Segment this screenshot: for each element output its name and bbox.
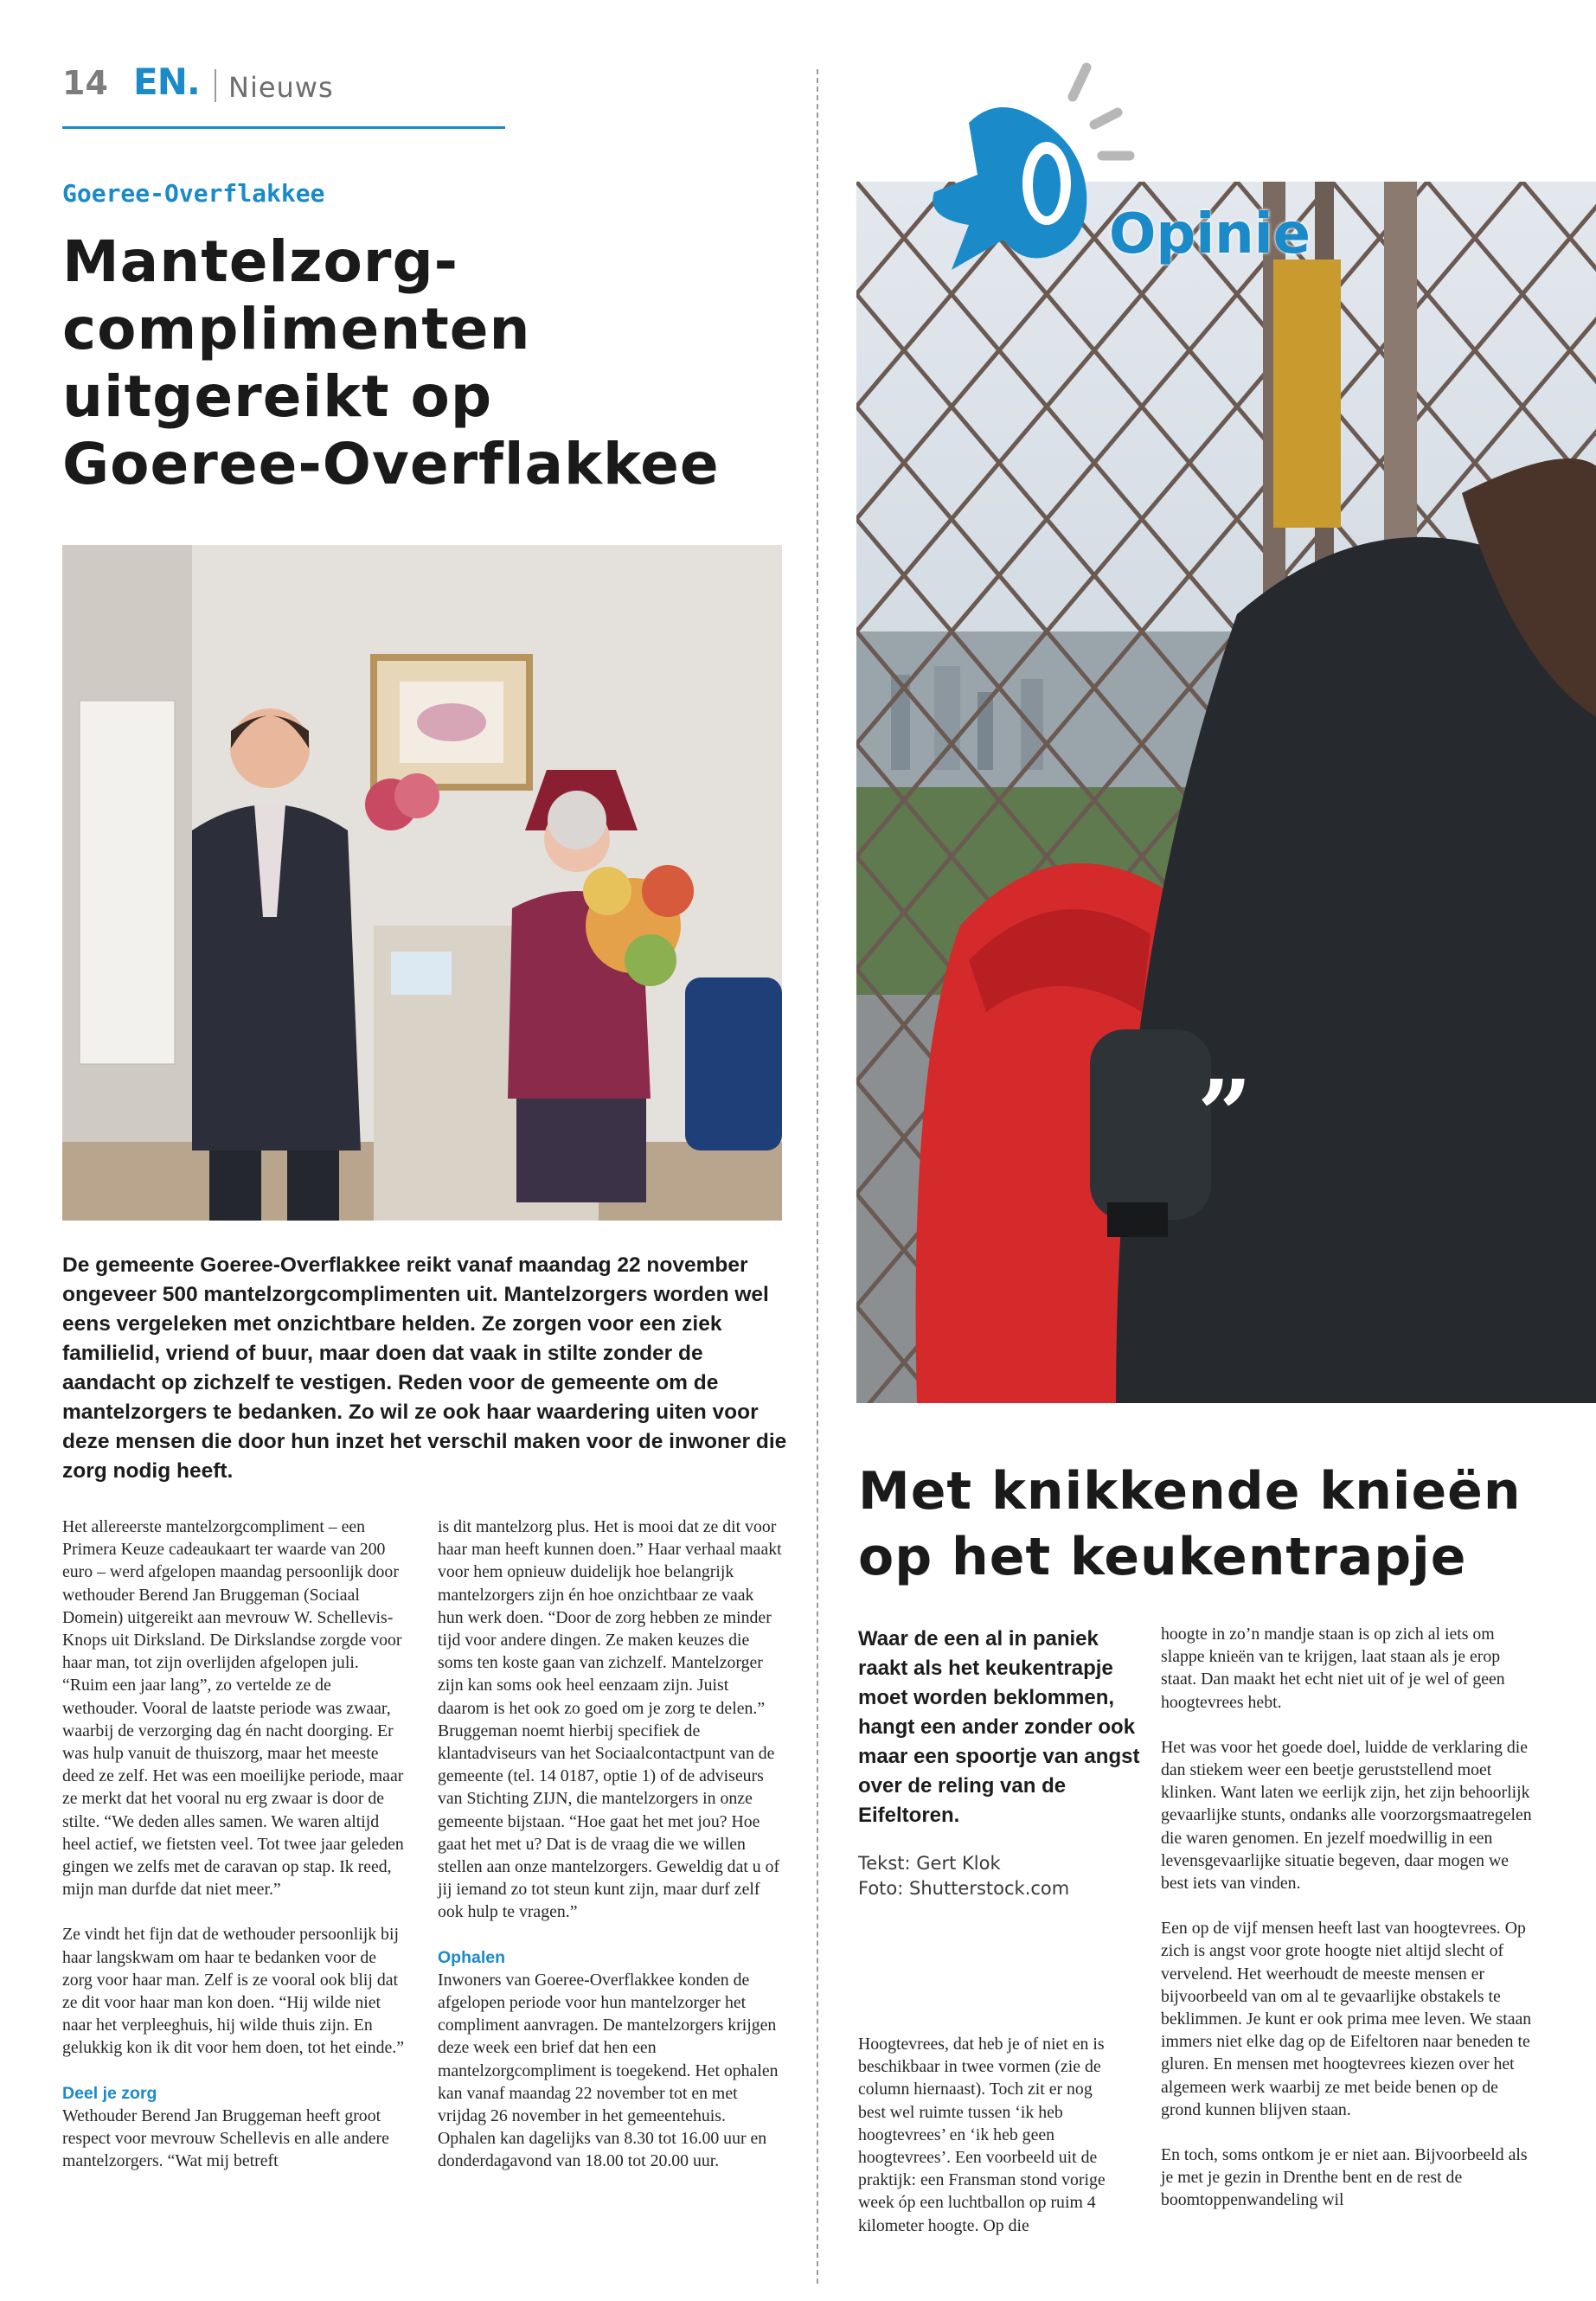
newspaper-logo: EN.	[133, 61, 200, 103]
opinion-headline: Met knikkende knieën op het keukentrapje	[858, 1461, 1522, 1587]
article-credits	[858, 1851, 1144, 1901]
logo-separator	[215, 69, 216, 102]
quote-mark-icon: ”	[1197, 1059, 1253, 1170]
paragraph: Wethouder Berend Jan Bruggeman heeft groot respect voor mevrouw Schellevis en alle andere mantelzorgers. “Wat mij betreft	[62, 2106, 389, 2171]
article-headline: Mantelzorg- complimenten uitgereikt op Goeree-Overflakkee	[62, 228, 720, 497]
body-column-3	[858, 2033, 1122, 2259]
opinion-badge: Opinie	[1109, 202, 1311, 266]
article-lead: De gemeente Goeree-Overflakkee reikt vanaf maandag 22 november ongeveer 500 mantelzorgcomplimenten uit. Mantelzorgers worden wel eens vergeleken met onzichtbare helden. Ze zorgen voor een ziek familielid, vriend of buur, maar doen dat vaak in stilte zonder de aandacht op zichzelf te vestigen. Reden voor de gemeente om de mantelzorgers te bedanken. Zo wil ze ook haar waardering uiten voor deze mensen die door hun inzet het verschil maken voor de inwoner die zorg nodig heeft.	[62, 1253, 787, 1483]
award-photo-illustration	[62, 545, 782, 1221]
article-kicker: Goeree-Overflakkee	[62, 179, 325, 208]
eiffel-tower-photo	[856, 182, 1596, 1403]
body-column-4	[1161, 1623, 1533, 2234]
column-divider	[817, 69, 818, 2284]
eiffel-tower-illustration	[856, 182, 1596, 1403]
paragraph: Inwoners van Goeree-Overflakkee konden de afgelopen periode voor hun mantelzorger het compliment aanvragen. De mantelzorgers krijgen deze week een brief dat hen een mantelzorgcompliment is toegekend. Het ophalen kan vanaf maandag 22 november tot en met vrijdag 26 november in het gemeentehuis. Ophalen kan dagelijks van 8.30 tot 16.00 uur en donderdagavond van 18.00 tot 20.00 uur.	[438, 1970, 779, 2171]
subheading: Deel je zorg	[62, 2083, 157, 2103]
paragraph: hoogte in zo’n mandje staan is op zich al iets om slappe knieën van te krijgen, laat staan als je erop staat. Dan maakt het echt niet uit of je wel of geen hoogtevrees hebt.	[1161, 1625, 1505, 1712]
credit-text: Tekst: Gert Klok	[858, 1853, 1001, 1874]
body-column-1	[62, 1516, 408, 2195]
page-number: 14	[62, 64, 108, 102]
paragraph: Ze vindt het fijn dat de wethouder persoonlijk bij haar langskwam om haar te bedanken voor de zorg voor haar man. Zelf is ze vooral ook blij dat ze dit voor haar man kon doen. “Hij wilde niet naar het verpleeghuis, hij wilde thuis zijn. En gelukkig kon ik dit voor hem doen, tot het einde.”	[62, 1925, 404, 2058]
header-rule	[62, 126, 505, 129]
credit-photo: Foto: Shutterstock.com	[858, 1878, 1070, 1899]
paragraph: En toch, soms ontkom je er niet aan. Bijvoorbeeld als je met je gezin in Drenthe bent en de rest de boomtoppenwandeling wil	[1161, 2145, 1528, 2210]
paragraph: Hoogtevrees, dat heb je of niet en is beschikbaar in twee vormen (zie de column hiernaast). Toch zit er nog best wel ruimte tussen ‘ik heb hoogtevrees’ en ‘ik heb geen hoogtevrees’. Een voorbeeld uit de praktijk: een Fransman stond vorige week óp een luchtballon op ruim 4 kilometer hoogte. Op die	[858, 2035, 1106, 2235]
subheading: Ophalen	[438, 1947, 506, 1967]
paragraph: is dit mantelzorg plus. Het is mooi dat ze dit voor haar man heeft kunnen doen.” Haar verhaal maakt voor hem opnieuw duidelijk hoe belangrijk mantelzorgers zijn én hoe onzichtbaar ze vaak hun werk doen. “Door de zorg hebben ze minder tijd voor andere dingen. Ze maken keuzes die soms ten koste gaan van zichzelf. Mantelzorger zijn kan soms ook heel eenzaam zijn. Juist daarom is het ook zo goed om je zorg te delen.” Bruggeman noemt hierbij specifiek de klantadviseurs van het Sociaalcontactpunt van de gemeente (tel. 14 0187, optie 1) of de adviseurs van Stichting ZIJN, die mantelzorgers in onze gemeente bijstaan. “Hoe gaat het met jou? Hoe gaat het met u? Dat is de vraag die we willen stellen aan onze mantelzorgers. Geweldig dat u of jij iemand zo tot steun kunt zijn, maar durf zelf ook hulp te vragen.”	[438, 1517, 782, 1922]
section-label: Nieuws	[228, 71, 334, 104]
paragraph: Het allereerste mantelzorgcompliment – een Primera Keuze cadeaukaart ter waarde van 200 euro – werd afgelopen maandag persoonlijk door wethouder Berend Jan Bruggeman (Sociaal Domein) uitgereikt aan mevrouw W. Schellevis-Knops uit Dirksland. De Dirkslandse zorgde voor haar man, tot zijn overlijden afgelopen juli. “Ruim een jaar lang”, zo vertelde ze de wethouder. Vooral de laatste periode was zwaar, waarbij de verzorging dag én nacht doorging. Er was hulp vanuit de thuiszorg, maar het meeste deed ze zelf. Het was een moeilijke periode, maar ze merkt dat het vooral nu erg zwaar is door de stilte. “We deden alles samen. We waren altijd heel actief, we fietsten veel. Tot twee jaar geleden gingen we zelfs met de caravan op stap. Ik reed, mijn man durfde dat niet meer.”	[62, 1517, 404, 1900]
award-photo	[62, 545, 782, 1221]
paragraph: Het was voor het goede doel, luidde de verklaring die dan stiekem weer een beetje geruststellend moet klinken. Want laten we eerlijk zijn, het zijn behoorlijk gevaarlijke stunts, ondanks alle voorzorgsmaatregelen die waren genomen. En jezelf moedwillig in een levensgevaarlijke situatie begeven, daar mogen we best iets van vinden.	[1161, 1737, 1532, 1894]
paragraph: Een op de vijf mensen heeft last van hoogtevrees. Op zich is angst voor grote hoogte niet altijd slecht of vervelend. Het weerhoudt de meeste mensen er bijvoorbeeld van om al te gevaarlijke obstakels te beklimmen. Je kunt er ook prima mee leven. We staan immers niet elke dag op de Eifeltoren naar beneden te gluren. En mensen met hoogtevrees kiezen over het algemeen werk waarbij ze met beide benen op de grond kunnen blijven staan.	[1161, 1919, 1532, 2119]
opinion-intro: Waar de een al in paniek raakt als het keukentrapje moet worden beklommen, hangt een ander zonder ook maar een spoortje van angst over de reling van de Eifeltoren.	[858, 1627, 1140, 1827]
body-column-2	[438, 1516, 784, 2195]
